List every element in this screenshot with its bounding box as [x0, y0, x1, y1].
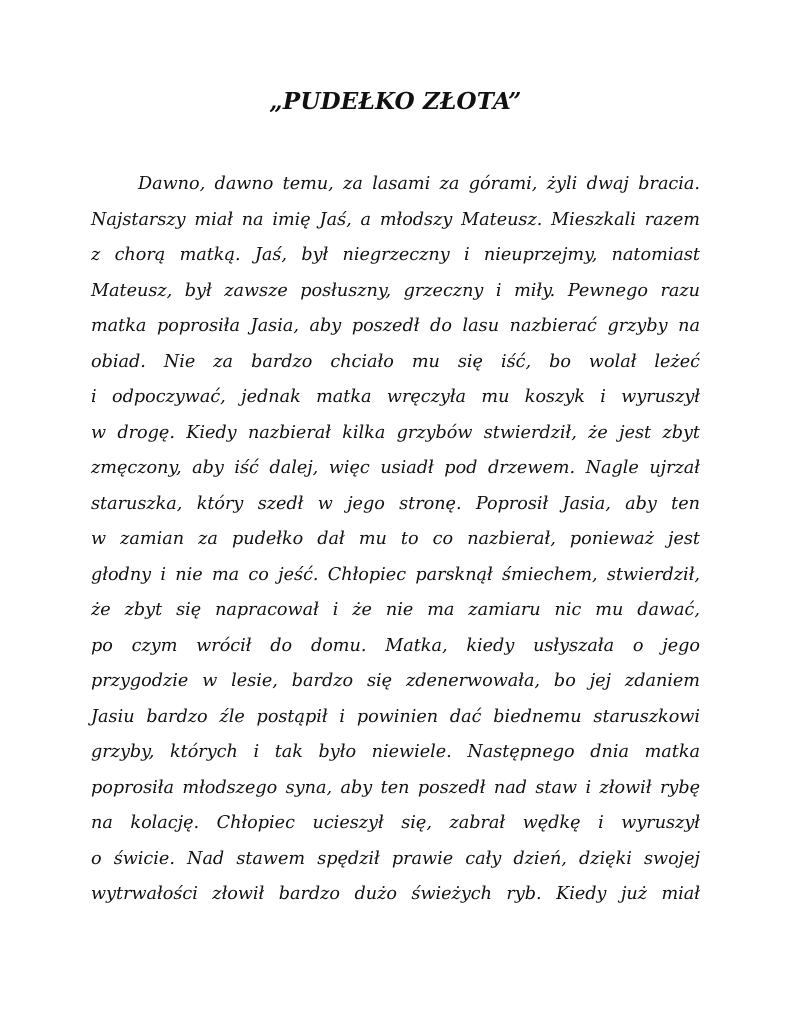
text-line: staruszka, który szedł w jego stronę. Poprosił Jasia, aby ten: [91, 493, 700, 514]
text-line: obiad. Nie za bardzo chciało mu się iść, bo wolał leżeć: [91, 351, 700, 372]
text-line: przygodzie w lesie, bardzo się zdenerwowała, bo jej zdaniem: [91, 671, 700, 691]
text-line: i odpoczywać, jednak matka wręczyła mu koszyk i wyruszył: [91, 387, 700, 407]
text-line: grzyby, których i tak było niewiele. Następnego dnia matka: [91, 742, 700, 762]
text-line: na kolację. Chłopiec ucieszył się, zabrał wędkę i wyruszył: [91, 813, 700, 833]
text-line: w zamian za pudełko dał mu to co nazbierał, ponieważ jest: [91, 529, 700, 549]
text-line: wytrwałości złowił bardzo dużo świeżych ryb. Kiedy już miał: [91, 884, 700, 904]
text-line: w drogę. Kiedy nazbierał kilka grzybów stwierdził, że jest zbyt: [91, 422, 700, 443]
text-line: po czym wrócił do domu. Matka, kiedy usłyszała o jego: [91, 635, 700, 656]
text-line: Mateusz, był zawsze posłuszny, grzeczny i miły. Pewnego razu: [91, 280, 700, 301]
text-line: z chorą matką. Jaś, był niegrzeczny i nieuprzejmy, natomiast: [91, 245, 700, 265]
text-line: Dawno, dawno temu, za lasami za górami, żyli dwaj bracia.: [138, 174, 700, 194]
text-line: Najstarszy miał na imię Jaś, a młodszy Mateusz. Mieszkali razem: [91, 209, 700, 230]
text-line: że zbyt się napracował i że nie ma zamiaru nic mu dawać,: [91, 600, 700, 620]
text-line: poprosiła młodszego syna, aby ten poszedł nad staw i złowił rybę: [91, 777, 700, 798]
text-line: Jasiu bardzo źle postąpił i powinien dać biednemu staruszkowi: [91, 706, 700, 727]
page-title: „PUDEŁKO ZŁOTA”: [269, 88, 522, 115]
story-paragraph: [91, 167, 700, 913]
text-line: zmęczony, aby iść dalej, więc usiadł pod drzewem. Nagle ujrzał: [91, 458, 700, 478]
text-line: matka poprosiła Jasia, aby poszedł do lasu nazbierać grzyby na: [91, 316, 700, 336]
text-line: głodny i nie ma co jeść. Chłopiec parsknął śmiechem, stwierdził,: [91, 564, 700, 585]
text-line: o świcie. Nad stawem spędził prawie cały dzień, dzięki swojej: [91, 848, 700, 869]
